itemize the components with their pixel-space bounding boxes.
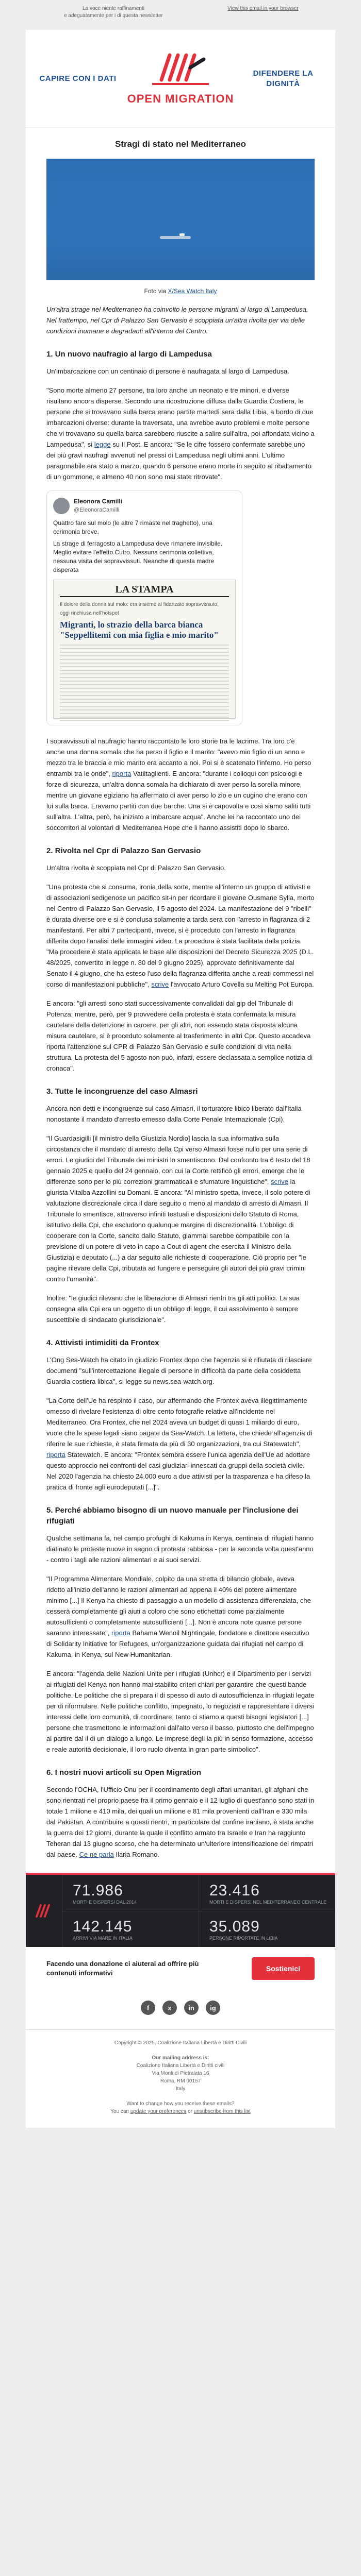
- section-6-p1: Secondo l'OCHA, l'Ufficio Onu per il coordinamento degli affari umanitari, gli afghani che sono rientrati nel proprio paese fra il primo gennaio e il 12 luglio di quest'anno sono stati in totale 1 milione e 410 mila, dei quali un milione e 81 mila provenienti dall'Iran e 330 mila dal Pakistan. A contribuire a questi rientri, in particolare dal confine iraniano, è stata anche la guerra dei 12 giorni, durante la quale il conflitto armato tra Israele e Iran ha raggiunto Teheran dal 13 giugno scorso, che ha determinato un'ulteriore intensificazione dei rimpatri dal paese. Ce ne parla Ilaria Romano.: [46, 1786, 315, 1858]
- facebook-icon[interactable]: f: [141, 2001, 155, 2015]
- newspaper-kicker: Il dolore della donna sul molo: era insieme al fidanzato sopravvissuto, oggi rinchiusa nell'hotspot: [60, 602, 219, 616]
- section-1-p3: I sopravvissuti al naufragio hanno raccontato le loro storie tra le lacrime. Tra loro c'è anche una donna somala che ha perso il figlio e il marito: "avevo mio figlio di un anno e mezzo tra le braccia e mio marito era accanto a noi. Poi si è scatenato l'inferno. Ho perso entrambi tra le onde", riporta Vatiitaglienti. E ancora: "durante i colloqui con psicologi e forze di sicurezza, un'altra donna somala ha dichiarato di aver perso la sorella minore, mentre un giovane egiziano ha affermato di aver perso lo zio e un cugino che erano con lui sulla barca. Eravamo partiti con due barche. Una si è capovolta e così siamo saliti tutti sull'altra. L'altra, però, ha iniziato a imbarcare acqua". Anche lei ha raccontato uno dei soccorritori al volontari di Mediterranea Hope che li hanno assistiti dopo lo sbarco.: [46, 737, 311, 832]
- newspaper-clipping-image: [53, 580, 236, 719]
- logo-text: OPEN MIGRATION: [127, 92, 234, 105]
- social-links: [26, 1990, 335, 2029]
- section-4-source-link[interactable]: riporta: [46, 1451, 65, 1459]
- section-2-source-link[interactable]: scrive: [151, 980, 169, 988]
- section-5-p3: E ancora: "l'agenda delle Nazioni Unite per i rifugiati (Unhcr) e il Dipartimento per i servizi ai rifugiati del Kenya non hanno mai stabilito criteri chiari per garantire che questi bande politiche. Le politiche che si prepara il di spesso di auto di autosufficienza in rifugiati legate per di riformulare. Nelle politiche conflitto, impegnato, lo negoziati e rappresentare i diversi interessi delle loro comunità, di coordinare, tanto ci stiamo a questi bisogni legislatori [...] persone che trasmettono le informazioni dall'alto verso il basso, piuttosto che dell'impegno al partire dal il di un dialogo a lungo. Le imprese degli la più in senso formazione, accesso e reale autorità decisionale, il loro ruolo diventa in gran parte simbolico".: [46, 1670, 315, 1753]
- section-6-article-link[interactable]: Ce ne parla: [79, 1851, 114, 1858]
- section-5-source-link[interactable]: riporta: [111, 1629, 130, 1637]
- article-body: [26, 304, 335, 1860]
- mailing-address-label: Our mailing address is:: [152, 2055, 209, 2061]
- logo-mark-icon: [152, 52, 209, 88]
- section-1-source-link[interactable]: legge: [94, 440, 111, 448]
- unsubscribe-link[interactable]: unsubscribe from this list: [193, 2109, 251, 2114]
- view-in-browser-link[interactable]: View this email in your browser: [227, 6, 299, 11]
- section-4-p2: "La Corte dell'Ue ha respinto il caso, pur affermando che Frontex aveva illegittimamente omesso di rivelare l'esistenza di oltre cento fotografie relative all'incidente nel Mediterraneo. Ora Frontex, che nel 2024 aveva un budget di quasi 1 miliardo di euro, vuole che le spese legali siano pagate da Sea-Watch. La lettera, che chiede all'agenzia di riferire le sue richieste, è stata firmata da più di 30 organizzazioni, tra cui Statewatch", riporta Statewatch. E ancora: "Frontex sembra essere l'unica agenzia dell'Ue ad adottare questo approccio nei confronti del casi giudiziari innescati da gruppi della società civile. Nel 2020 l'agenzia ha chiesto 24.000 euro a due attivisti per la trasparenza e ha difeso la pratica di fronte agli eurodeputati [...]".: [46, 1397, 313, 1491]
- section-1-source-link-2[interactable]: riporta: [112, 770, 132, 777]
- avatar: [53, 498, 70, 514]
- section-2-p1: Un'altra rivolta è scoppiata nel Cpr di Palazzo San Gervasio.: [46, 864, 226, 872]
- logo-mark-icon: [34, 1903, 54, 1919]
- section-2-p2: "Una protesta che si consuma, ironia della sorte, mentre all'interno un gruppo di attivisti e di associazioni sedigenose un pacifico sit-in per ricordare il giovane Ousmane Sylla, morto nel Centro di Palazzo San Gervasio, il 5 agosto del 2024. La manifestazione del 9 "ribelli" è durata diverse ore e si è conclusa solamente a tarda sera con l'arresto in flagranza di 2 manifestanti. Per altri 7 partecipanti, invece, si è proceduto con l'arresto in flagranza differita dopo l'analisi delle immagini video. La procedura è stata facilitata dalla polizia. "Ma procedere è stata applicata le base alle disposizioni del Decreto Sicurezza 2025 (D.L. 48/2025, convertito in legge n. 80 del 9 giugno 2025), approvato definitivamente dal Senato il 4 giugno, che ha esteso l'uso della flagranza differita anche a reati commessi nel corso di manifestazioni pubbliche", scrive l'avvocato Arturo Covella su Melting Pot Europa.: [46, 883, 315, 988]
- copyright: Copyright © 2025, Coalizione Italiana Libertà e Diritti Civili: [114, 2040, 247, 2046]
- section-1-title: 1. Un nuovo naufragio al largo di Lampedusa: [46, 350, 212, 359]
- donation-banner: [26, 1873, 335, 1990]
- newsletter-headline: Stragi di stato nel Mediterraneo: [114, 139, 247, 149]
- newspaper-masthead: LA STAMPA: [60, 585, 229, 597]
- counter-4: 35.089 PERSONE RIPORTATE IN LIBIA: [199, 1911, 335, 1947]
- address-line-2: Via Monti di Pietralata 16: [152, 2071, 209, 2076]
- author-name: Eleonora Camilli: [74, 498, 123, 505]
- open-migration-logo[interactable]: [127, 52, 234, 106]
- header: [26, 30, 335, 128]
- address-line-4: Italy: [175, 2086, 186, 2092]
- post-text-2: La strage di ferragosto a Lampedusa deve rimanere invisibile. Meglio evitare l'effetto Cutro. Nessuna cerimonia collettiva, nessuna visita dei sopravvissuti. Neanche di questa madre disperata: [53, 540, 223, 573]
- newspaper-headline: Migranti, lo strazio della barca bianca "Seppellitemi con mia figlia e mio marito": [60, 620, 219, 640]
- update-preferences-link[interactable]: update your preferences: [130, 2109, 187, 2114]
- section-3-p1: Ancora non detti e incongruenze sul caso Almasri, il torturatore libico liberato dall'Italia nonostante il mandato d'arresto emesso dalla Corte Penale Internazionale (Cpi).: [46, 1105, 302, 1123]
- section-3-p3: Inoltre: "le giudici rilevano che le liberazione di Almasri rientri tra gli atti politici. La sua consegna alla Cpi era un oggetto di un obbligo di legge, il cui assolvimento è sempre suscettibile di sindacato giurisdizionale".: [46, 1294, 300, 1324]
- counter-1: 71.986 MORTI E DISPERSI DAL 2014: [62, 1875, 199, 1911]
- section-5-p2: "Il Programma Alimentare Mondiale, colpito da una stretta di bilancio globale, aveva ridotto all'inizio dell'anno le razioni alimentari ad appena il 40% del potere alimentare minimo [...] Il Kenya ha chiesto di passaggio a un modello di assistenza differenziata, che cesserà completamente gli aiuti a coloro che sono etichettati come parzialmente autosufficienti o completamente autosufficienti [...]. Non è ancora note quante persone saranno interessate", riporta Bahama Wenoil Nightingale, fondatore e direttore esecutivo di Solidarity Initiative for Refugees, un'organizzazione guidata dai rifugiati nel campo di Kakuma, in Kenya, sul New Humanitarian.: [46, 1575, 311, 1658]
- email-container: [26, 30, 335, 2128]
- donation-call-to-action: [26, 1947, 335, 1990]
- boat-cabin-shape: [179, 233, 185, 236]
- photo-credit-link[interactable]: X/Sea Watch Italy: [168, 287, 217, 295]
- section-6-title: 6. I nostri nuovi articoli su Open Migration: [46, 1768, 202, 1777]
- counter-3: 142.145 ARRIVI VIA MARE IN ITALIA: [62, 1911, 199, 1947]
- intro-paragraph: Un'altra strage nel Mediterraneo ha coinvolto le persone migranti al largo di Lampedusa. Nel frattempo, nel Cpr di Palazzo San Gervasio è scoppiata un'altra rivolta per via delle condizioni inumane e degradanti all'interno del Centro.: [46, 306, 308, 335]
- preferences-text: Want to change how you receive these emails?: [126, 2101, 235, 2107]
- section-1-p2: "Sono morte almeno 27 persone, tra loro anche un neonato e tre minori, e diverse risultano ancora disperse. Secondo una ricostruzione diffusa dalla Guardia Costiera, le persone che si trovavano sulla barca erano partite martedì sera dalla Libia, a bordo di due imbarcazioni diverse: durante la traversata, una avrebbe avuto problemi e molte persone che vi trovavano su quella barca sarebbero riuscite a salire sull'altra, poi affondata vicino a Lampedusa", si legge su Il Post. E ancora: "Se le cifre fossero confermate sarebbe uno dei più gravi naufragi avvenuti nel pressi di Lampedusa negli ultimi anni. L'ultimo paragonabile era stato a marzo, quando 6 persone erano morte in seguito al ribaltamento di un gommone, e almeno 40 non sono mai state ritrovate".: [46, 386, 315, 481]
- header-left-tagline: CAPIRE CON I DATI: [39, 74, 117, 83]
- post-author: [53, 497, 236, 515]
- preheader-text: La voce niente raffinamenti e adeguatamente per i di questa newsletter: [64, 6, 163, 19]
- boat-shape: [160, 236, 191, 239]
- donate-button[interactable]: Sostienici: [252, 1957, 315, 1980]
- preferences-links: You can update your preferences or unsubscribe from this list: [110, 2109, 251, 2114]
- donation-message: Facendo una donazione ci aiuterai ad offrire più contenuti informativi: [46, 1960, 199, 1977]
- hero-image: [46, 159, 315, 280]
- section-3-p2: "Il Guardasigilli [il ministro della Giustizia Nordio] lascia la sua informativa sulla circostanza che il mandato di arresto della Cpi verso Almasri fosse nullo per una serie di errori. Le giudici del Tribunale dei ministri lo smentiscono. Dal confronto tra 6 testo del 18 gennaio 2025 e quello del 24 gennaio, con cui la Corte rettificò gli errori, emerge che le differenze sono per lo più correzioni grammaticali e sfumature linguistiche", scrive la giurista Vitalba Azzollini su Domani. E ancora: "Al ministro spetta, invece, il solo potere di valutazione discrezionale circa il dare seguito o meno al mandato di arresto di Almasri. Il Tribunale lo smentisce, attraverso infiniti testuali e disposizioni dello Statuto di Roma, istitutivo della Cpi, che escludono qualunque margine di discrezionalità. L'obbligo di cooperare con la Corte, sancito dallo Statuto, giammai sarebbe compatibile con la previsione di un potere di veto in capo a Cout di agent che esercita il Ministro della Giustizia) e deputato (...) a dar seguito alle richieste di cooperazione. Ciò proprio per "le pagine rilevare della Cpi, tributata ad fungere e perseguire gli autori dei più gravi crimini contro l'umanità".: [46, 1134, 310, 1283]
- section-4-p1: L'Ong Sea-Watch ha citato in giudizio Frontex dopo che l'agenzia si è rifiutata di rilasciare documenti "sull'intercettazione illegale di persone in difficoltà da parte della cosiddetta Guardia costiera libica", si legge su news.sea-watch.org.: [46, 1356, 312, 1385]
- photo-credit: Foto via X/Sea Watch Italy: [144, 287, 217, 295]
- author-handle: @EleonoraCamilli: [74, 507, 120, 513]
- header-right-tagline: DIFENDERE LA DIGNITÀ: [253, 69, 314, 88]
- section-5-p1: Qualche settimana fa, nel campo profughi di Kakuma in Kenya, centinaia di rifugiati hanno diatinato le proteste nuove in segno di protesta rabbiosa - per la seconda volta quest'anno - contro i tagli alle razioni alimentari e ai suoi servizi.: [46, 1534, 314, 1564]
- address-line-1: Coalizione Italiana Libertà e Diritti civili: [136, 2063, 225, 2069]
- section-3-title: 3. Tutte le incongruenze del caso Almasri: [46, 1087, 198, 1096]
- section-5-title: 5. Perché abbiamo bisogno di un nuovo manuale per l'inclusione dei rifugiati: [46, 1506, 299, 1526]
- social-post-embed[interactable]: [46, 490, 242, 725]
- section-1-p1: Un'imbarcazione con un centinaio di persone è naufragata al largo di Lampedusa.: [46, 367, 289, 375]
- migration-counters: [26, 1875, 335, 1947]
- footer: [26, 2029, 335, 2128]
- counter-2: 23.416 MORTI E DISPERSI NEL MEDITERRANEO CENTRALE: [199, 1875, 335, 1911]
- preheader: [0, 0, 361, 30]
- newspaper-body-lines: [60, 645, 229, 722]
- linkedin-icon[interactable]: in: [184, 2001, 199, 2015]
- section-3-source-link[interactable]: scrive: [271, 1178, 288, 1185]
- post-text-1: Quattro fare sul molo (le altre 7 rimaste nel traghetto), una cerimonia breve.: [53, 519, 212, 535]
- section-2-title: 2. Rivolta nel Cpr di Palazzo San Gervasio: [46, 846, 201, 855]
- section-2-p3: E ancora: "gli arresti sono stati successivamente convalidati dal gip del Tribunale di Potenza; mentre, però, per 9 provvedere della protesta è stata confermata la misura cautelare della detenzione in carcere, per gli altri, non essendo stata disposta alcuna misura cautelare, si è proceduto solamente al trasferimento in altri Cpr. Questo accadeva riporta l'attenzione sul CPR di Palazzo San Gervasio e sulle condizioni di vita nella struttura. La protesta del 5 agosto non può, infatti, essere declassata a semplice notizia di cronaca".: [46, 999, 313, 1072]
- x-twitter-icon[interactable]: x: [162, 2001, 177, 2015]
- instagram-icon[interactable]: ig: [206, 2001, 220, 2015]
- section-4-title: 4. Attivisti intimiditi da Frontex: [46, 1338, 159, 1347]
- address-line-3: Roma, RM 00157: [160, 2078, 201, 2084]
